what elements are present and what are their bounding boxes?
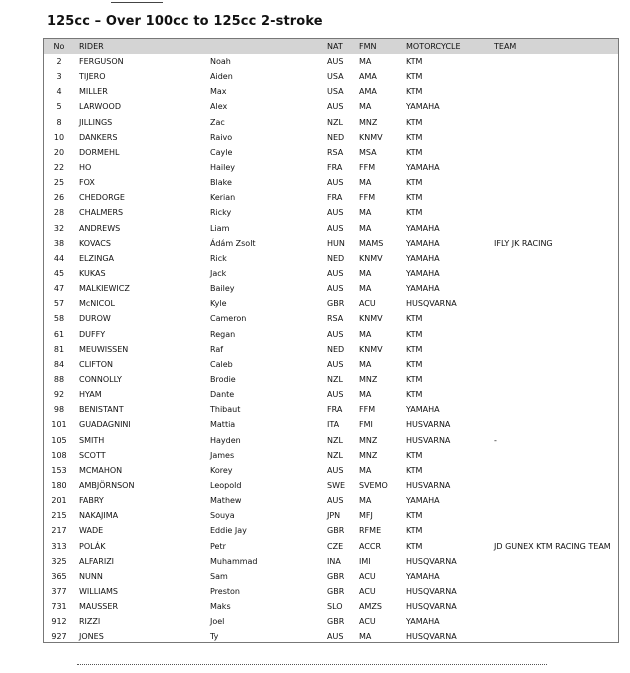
rider-fmn: FFM	[359, 193, 376, 203]
rider-nat: USA	[327, 72, 344, 82]
table-row	[44, 357, 618, 372]
rider-first-name: Thibaut	[210, 405, 241, 415]
rider-motorcycle: HUSQVARNA	[406, 556, 457, 566]
rider-nat: AUS	[327, 284, 344, 294]
table-row	[44, 554, 618, 569]
rider-last-name: ALFARIZI	[79, 556, 115, 566]
rider-first-name: Dante	[210, 390, 235, 400]
rider-nat: AUS	[327, 632, 344, 642]
rider-nat: FRA	[327, 193, 343, 203]
rider-fmn: FFM	[359, 162, 376, 172]
rider-first-name: Ricky	[210, 208, 232, 218]
rider-last-name: POLÁK	[79, 541, 106, 551]
rider-nat: GBR	[327, 526, 345, 536]
table-row	[44, 629, 618, 644]
rider-fmn: SVEMO	[359, 480, 388, 490]
rider-last-name: DANKERS	[79, 132, 118, 142]
rider-first-name: Ádám Zsolt	[210, 238, 256, 248]
rider-last-name: FABRY	[79, 496, 104, 506]
rider-last-name: NAKAJIMA	[79, 511, 119, 521]
rider-first-name: Rick	[210, 253, 227, 263]
rider-nat: NED	[327, 344, 345, 354]
rider-nat: AUS	[327, 329, 344, 339]
table-row	[44, 433, 618, 448]
rider-last-name: NUNN	[79, 571, 103, 581]
rider-first-name: Hayden	[210, 435, 241, 445]
table-row	[44, 236, 618, 251]
rider-nat: FRA	[327, 162, 343, 172]
rider-first-name: Maks	[210, 602, 231, 612]
rider-nat: JPN	[327, 511, 341, 521]
rider-no: 215	[51, 511, 67, 521]
page-title: 125cc – Over 100cc to 125cc 2-stroke	[47, 14, 323, 29]
table-row	[44, 130, 618, 145]
table-row	[44, 539, 618, 554]
footer-dotted-line	[77, 664, 547, 665]
header-nat: NAT	[327, 42, 343, 51]
table-row	[44, 296, 618, 311]
rider-motorcycle: KTM	[406, 541, 423, 551]
rider-first-name: Kyle	[210, 299, 227, 309]
rider-fmn: RFME	[359, 526, 382, 536]
rider-nat: INA	[327, 556, 341, 566]
rider-last-name: SCOTT	[79, 450, 106, 460]
rider-last-name: ELZINGA	[79, 253, 115, 263]
rider-last-name: FERGUSON	[79, 57, 124, 66]
rider-fmn: MA	[359, 178, 372, 188]
rider-first-name: Souya	[210, 511, 235, 521]
rider-nat: HUN	[327, 238, 345, 248]
rider-fmn: MAMS	[359, 238, 384, 248]
rider-nat: AUS	[327, 178, 344, 188]
rider-motorcycle: YAMAHA	[406, 405, 440, 415]
rider-nat: NZL	[327, 450, 343, 460]
header-rider: RIDER	[79, 42, 104, 51]
rider-no: 98	[53, 405, 65, 415]
rider-no: 58	[53, 314, 65, 324]
rider-first-name: Mattia	[210, 420, 236, 430]
header-team: TEAM	[494, 42, 517, 51]
rider-motorcycle: YAMAHA	[406, 617, 440, 627]
table-row	[44, 190, 618, 205]
rider-last-name: DORMEHL	[79, 147, 120, 157]
rider-first-name: James	[210, 450, 235, 460]
rider-last-name: ANDREWS	[79, 223, 121, 233]
rider-first-name: Noah	[210, 57, 231, 66]
rider-team: -	[494, 435, 497, 445]
table-row	[44, 145, 618, 160]
rider-last-name: MCMAHON	[79, 465, 123, 475]
rider-nat: NZL	[327, 435, 343, 445]
rider-motorcycle: KTM	[406, 57, 423, 66]
rider-motorcycle: HUSQVARNA	[406, 586, 457, 596]
rider-first-name: Cayle	[210, 147, 233, 157]
entry-list-table	[43, 38, 619, 643]
rider-motorcycle: YAMAHA	[406, 268, 440, 278]
rider-motorcycle: HUSVARNA	[406, 420, 451, 430]
table-row	[44, 569, 618, 584]
rider-first-name: Raivo	[210, 132, 233, 142]
rider-motorcycle: YAMAHA	[406, 496, 440, 506]
rider-first-name: Aiden	[210, 72, 233, 82]
rider-motorcycle: KTM	[406, 374, 423, 384]
rider-motorcycle: KTM	[406, 117, 423, 127]
table-row	[44, 387, 618, 402]
rider-fmn: IMI	[359, 556, 371, 566]
rider-no: 44	[53, 253, 65, 263]
table-row	[44, 523, 618, 538]
rider-first-name: Brodie	[210, 374, 236, 384]
rider-first-name: Preston	[210, 586, 240, 596]
rider-motorcycle: KTM	[406, 147, 423, 157]
rider-motorcycle: HUSQVARNA	[406, 299, 457, 309]
rider-motorcycle: KTM	[406, 465, 423, 475]
rider-nat: AUS	[327, 465, 344, 475]
rider-nat: RSA	[327, 147, 344, 157]
rider-fmn: MA	[359, 496, 372, 506]
rider-last-name: KUKAS	[79, 268, 106, 278]
table-row	[44, 54, 618, 69]
rider-fmn: ACCR	[359, 541, 382, 551]
rider-last-name: AMBJÖRNSON	[79, 480, 135, 490]
rider-fmn: MA	[359, 359, 372, 369]
rider-last-name: HO	[79, 162, 92, 172]
rider-motorcycle: KTM	[406, 314, 423, 324]
rider-no: 22	[53, 162, 65, 172]
rider-fmn: MA	[359, 284, 372, 294]
rider-first-name: Sam	[210, 571, 228, 581]
rider-fmn: MA	[359, 329, 372, 339]
table-row	[44, 251, 618, 266]
rider-fmn: ACU	[359, 299, 376, 309]
rider-fmn: ACU	[359, 586, 376, 596]
rider-no: 105	[51, 435, 67, 445]
rider-motorcycle: YAMAHA	[406, 284, 440, 294]
rider-no: 325	[51, 556, 67, 566]
rider-no: 25	[53, 178, 65, 188]
rider-first-name: Regan	[210, 329, 236, 339]
rider-nat: RSA	[327, 314, 344, 324]
rider-first-name: Ty	[210, 632, 219, 642]
rider-motorcycle: YAMAHA	[406, 223, 440, 233]
rider-no: 912	[51, 617, 67, 627]
rider-nat: AUS	[327, 57, 344, 66]
rider-last-name: RIZZI	[79, 617, 101, 627]
rider-no: 32	[53, 223, 65, 233]
rider-motorcycle: KTM	[406, 344, 423, 354]
table-row	[44, 311, 618, 326]
rider-no: 313	[51, 541, 67, 551]
table-row	[44, 99, 618, 114]
table-row	[44, 342, 618, 357]
table-row	[44, 493, 618, 508]
rider-no: 26	[53, 193, 65, 203]
table-header	[44, 39, 618, 54]
table-row	[44, 478, 618, 493]
rider-motorcycle: KTM	[406, 450, 423, 460]
rider-nat: GBR	[327, 617, 345, 627]
rider-fmn: MNZ	[359, 117, 378, 127]
rider-first-name: Leopold	[210, 480, 242, 490]
rider-no: 2	[56, 57, 62, 66]
rider-motorcycle: KTM	[406, 208, 423, 218]
rider-team: JD GUNEX KTM RACING TEAM	[494, 541, 611, 551]
rider-nat: SLO	[327, 602, 343, 612]
rider-no: 47	[53, 284, 65, 294]
rider-nat: GBR	[327, 571, 345, 581]
rider-nat: GBR	[327, 586, 345, 596]
rider-last-name: SMITH	[79, 435, 105, 445]
table-row	[44, 614, 618, 629]
table-row	[44, 417, 618, 432]
rider-fmn: MSA	[359, 147, 377, 157]
rider-fmn: KNMV	[359, 314, 383, 324]
rider-last-name: WADE	[79, 526, 104, 536]
rider-last-name: DUFFY	[79, 329, 106, 339]
table-row	[44, 402, 618, 417]
rider-first-name: Alex	[210, 102, 228, 112]
rider-first-name: Kerian	[210, 193, 236, 203]
rider-no: 38	[53, 238, 65, 248]
table-row	[44, 508, 618, 523]
header-fmn: FMN	[359, 42, 377, 51]
rider-fmn: MA	[359, 632, 372, 642]
rider-fmn: MA	[359, 268, 372, 278]
table-row	[44, 599, 618, 614]
rider-no: 88	[53, 374, 65, 384]
rider-no: 201	[51, 496, 67, 506]
rider-no: 20	[53, 147, 65, 157]
rider-nat: AUS	[327, 268, 344, 278]
rider-motorcycle: KTM	[406, 72, 423, 82]
rider-no: 180	[51, 480, 67, 490]
rider-nat: NZL	[327, 117, 343, 127]
rider-nat: NZL	[327, 374, 343, 384]
rider-no: 92	[53, 390, 65, 400]
rider-first-name: Mathew	[210, 496, 242, 506]
rider-nat: FRA	[327, 405, 343, 415]
rider-last-name: DUROW	[79, 314, 111, 324]
rider-motorcycle: KTM	[406, 526, 423, 536]
rider-last-name: MILLER	[79, 87, 108, 97]
rider-team: IFLY JK RACING	[494, 238, 553, 248]
rider-motorcycle: HUSQVARNA	[406, 602, 457, 612]
table-row	[44, 463, 618, 478]
table-row	[44, 84, 618, 99]
rider-last-name: GUADAGNINI	[79, 420, 131, 430]
rider-fmn: MA	[359, 102, 372, 112]
rider-nat: AUS	[327, 359, 344, 369]
table-row	[44, 448, 618, 463]
rider-first-name: Raf	[210, 344, 224, 354]
rider-last-name: CHALMERS	[79, 208, 124, 218]
rider-no: 8	[56, 117, 62, 127]
rider-last-name: KOVACS	[79, 238, 111, 248]
rider-last-name: MAUSSER	[79, 602, 118, 612]
rider-motorcycle: KTM	[406, 87, 423, 97]
rider-first-name: Eddie Jay	[210, 526, 247, 536]
rider-nat: AUS	[327, 102, 344, 112]
rider-last-name: HYAM	[79, 390, 102, 400]
rider-first-name: Korey	[210, 465, 233, 475]
rider-first-name: Caleb	[210, 359, 233, 369]
rider-first-name: Joel	[210, 617, 225, 627]
table-row	[44, 266, 618, 281]
rider-no: 927	[51, 632, 67, 642]
rider-first-name: Blake	[210, 178, 232, 188]
rider-fmn: KNMV	[359, 253, 383, 263]
rider-fmn: MNZ	[359, 435, 378, 445]
rider-motorcycle: YAMAHA	[406, 571, 440, 581]
rider-motorcycle: KTM	[406, 329, 423, 339]
table-row	[44, 160, 618, 175]
rider-last-name: FOX	[79, 178, 95, 188]
rider-nat: GBR	[327, 299, 345, 309]
rider-no: 153	[51, 465, 67, 475]
table-row	[44, 115, 618, 130]
rider-nat: ITA	[327, 420, 340, 430]
rider-fmn: MA	[359, 223, 372, 233]
table-row	[44, 175, 618, 190]
rider-nat: AUS	[327, 208, 344, 218]
rider-fmn: MNZ	[359, 374, 378, 384]
rider-fmn: KNMV	[359, 344, 383, 354]
rider-no: 81	[53, 344, 65, 354]
rider-motorcycle: YAMAHA	[406, 102, 440, 112]
rider-last-name: TIJERO	[79, 72, 106, 82]
rider-first-name: Jack	[210, 268, 227, 278]
rider-motorcycle: KTM	[406, 359, 423, 369]
rider-no: 101	[51, 420, 67, 430]
rider-nat: AUS	[327, 390, 344, 400]
rider-motorcycle: YAMAHA	[406, 253, 440, 263]
rider-last-name: MALKIEWICZ	[79, 284, 130, 294]
rider-motorcycle: YAMAHA	[406, 162, 440, 172]
rider-motorcycle: YAMAHA	[406, 238, 440, 248]
rider-fmn: MA	[359, 390, 372, 400]
rider-first-name: Muhammad	[210, 556, 258, 566]
rider-last-name: CONNOLLY	[79, 374, 122, 384]
table-row	[44, 327, 618, 342]
rider-last-name: WILLIAMS	[79, 586, 118, 596]
rider-nat: NED	[327, 253, 345, 263]
rider-first-name: Max	[210, 87, 227, 97]
rider-fmn: MFJ	[359, 511, 373, 521]
rider-no: 84	[53, 359, 65, 369]
table-row	[44, 69, 618, 84]
rider-no: 3	[56, 72, 62, 82]
rider-first-name: Liam	[210, 223, 230, 233]
table-row	[44, 372, 618, 387]
rider-no: 4	[56, 87, 62, 97]
rider-motorcycle: HUSQVARNA	[406, 632, 457, 642]
rider-last-name: BENISTANT	[79, 405, 124, 415]
header-no: No	[53, 42, 65, 51]
rider-fmn: MA	[359, 57, 372, 66]
rider-no: 45	[53, 268, 65, 278]
rider-first-name: Petr	[210, 541, 226, 551]
rider-no: 10	[53, 132, 65, 142]
rider-last-name: MEUWISSEN	[79, 344, 129, 354]
rider-first-name: Bailey	[210, 284, 235, 294]
rider-last-name: McNICOL	[79, 299, 115, 309]
rider-fmn: MNZ	[359, 450, 378, 460]
rider-first-name: Cameron	[210, 314, 247, 324]
rider-no: 61	[53, 329, 65, 339]
rider-last-name: LARWOOD	[79, 102, 122, 112]
rider-motorcycle: KTM	[406, 511, 423, 521]
rider-motorcycle: KTM	[406, 390, 423, 400]
table-row	[44, 221, 618, 236]
table-row	[44, 205, 618, 220]
rider-no: 217	[51, 526, 67, 536]
rider-nat: AUS	[327, 223, 344, 233]
rider-fmn: MA	[359, 465, 372, 475]
table-row	[44, 584, 618, 599]
rider-no: 108	[51, 450, 67, 460]
rider-no: 377	[51, 586, 67, 596]
table-body	[44, 54, 618, 644]
rider-fmn: ACU	[359, 617, 376, 627]
rider-nat: SWE	[327, 480, 346, 490]
rider-nat: NED	[327, 132, 345, 142]
rider-fmn: FMI	[359, 420, 373, 430]
rider-fmn: KNMV	[359, 132, 383, 142]
rider-no: 57	[53, 299, 65, 309]
rider-fmn: AMA	[359, 87, 377, 97]
rider-fmn: AMZS	[359, 602, 382, 612]
rider-first-name: Zac	[210, 117, 225, 127]
rider-no: 28	[53, 208, 65, 218]
rider-fmn: AMA	[359, 72, 377, 82]
rider-fmn: ACU	[359, 571, 376, 581]
rider-fmn: FFM	[359, 405, 376, 415]
rider-motorcycle: KTM	[406, 178, 423, 188]
rider-last-name: CLIFTON	[79, 359, 114, 369]
rider-last-name: JILLINGS	[79, 117, 113, 127]
rider-motorcycle: KTM	[406, 193, 423, 203]
rider-fmn: MA	[359, 208, 372, 218]
rider-nat: USA	[327, 87, 344, 97]
header-motorcycle: MOTORCYCLE	[406, 42, 461, 51]
rider-last-name: CHEDORGE	[79, 193, 125, 203]
rider-motorcycle: HUSVARNA	[406, 480, 451, 490]
rider-no: 365	[51, 571, 67, 581]
rider-nat: CZE	[327, 541, 344, 551]
rider-no: 5	[56, 102, 62, 112]
rider-first-name: Hailey	[210, 162, 236, 172]
rider-motorcycle: HUSVARNA	[406, 435, 451, 445]
rider-last-name: JONES	[79, 632, 104, 642]
table-row	[44, 281, 618, 296]
header-rule	[111, 0, 163, 3]
rider-motorcycle: KTM	[406, 132, 423, 142]
rider-nat: AUS	[327, 496, 344, 506]
rider-no: 731	[51, 602, 67, 612]
